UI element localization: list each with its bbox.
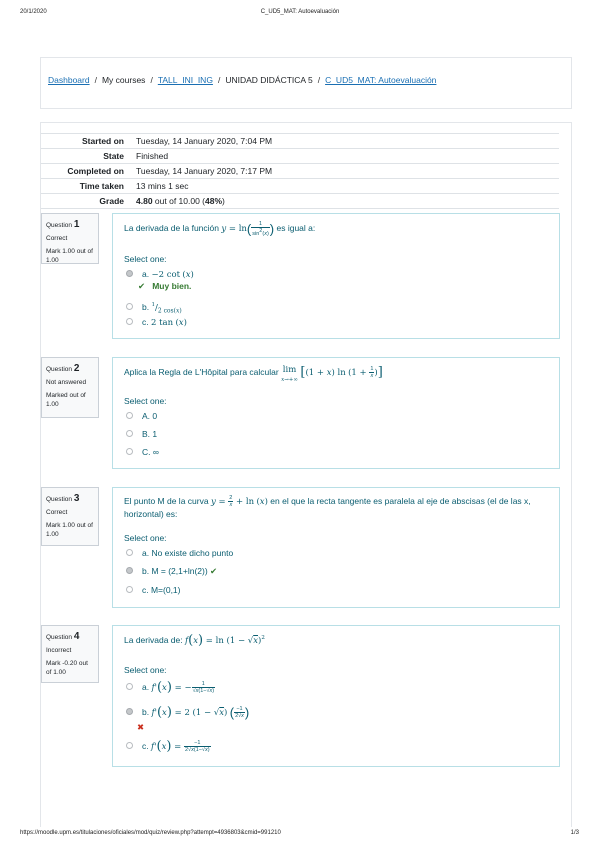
question-number-value: 4: [73, 631, 80, 642]
attempt-summary-table: [41, 133, 559, 209]
breadcrumb-section: UNIDAD DIDÁCTICA 5: [225, 75, 313, 85]
select-one-prompt: Select one:: [124, 665, 167, 675]
breadcrumb-separator: /: [94, 75, 97, 85]
question-number-value: 2: [73, 363, 80, 374]
grade-out-of: out of 10.00 (: [152, 196, 205, 206]
option-letter: b.: [142, 707, 150, 717]
radio-button[interactable]: [126, 586, 133, 593]
question-grade: Mark -0.20 out of 1.00: [46, 659, 88, 677]
summary-row-started: [41, 134, 559, 149]
breadcrumb: [48, 75, 436, 85]
radio-button[interactable]: [126, 448, 133, 455]
summary-label: Completed on: [41, 164, 130, 179]
question-state: Incorrect: [46, 646, 72, 654]
math-formula: lim x→+∞: [281, 365, 298, 383]
question-1-content: [112, 213, 560, 339]
answer-option-a[interactable]: a. f'(x) = − $\frac{1}{√x(1-√x)}$: [126, 681, 215, 693]
question-text: Aplica la Regla de L'Hôpital para calcular lim x→+∞ [(1 + x) ln (1 + $\frac{1}{x}$ )]: [124, 365, 383, 383]
answer-option-c[interactable]: [126, 584, 181, 596]
breadcrumb-separator: /: [150, 75, 153, 85]
question-3-content: [112, 487, 560, 608]
question-1-info: [41, 213, 99, 264]
question-number: [46, 630, 94, 645]
breadcrumb-my-courses: My courses: [101, 75, 146, 85]
print-url: https://moodle.upm.es/titulaciones/oficiales/mod/quiz/review.php?attempt=4936803&cmid=991210: [20, 830, 281, 836]
math-formula: y: [221, 224, 227, 235]
question-state: Correct: [46, 508, 68, 516]
question-text-pre: La derivada de la función: [124, 223, 219, 234]
grade-value: 4.80: [136, 196, 153, 206]
question-text-pre: El punto M de la curva: [124, 495, 209, 506]
answer-option-c[interactable]: c. 2 tan (x): [126, 316, 187, 328]
breadcrumb-quiz[interactable]: C_UD5_MAT: Autoevaluación: [325, 75, 437, 85]
option-text: C. ∞: [142, 447, 159, 457]
correct-feedback: [138, 281, 191, 292]
question-number: [46, 492, 94, 507]
answer-option-c[interactable]: [126, 446, 159, 458]
radio-button-selected[interactable]: [126, 567, 133, 574]
select-one-prompt: Select one:: [124, 533, 167, 543]
radio-button-selected[interactable]: [126, 708, 133, 715]
summary-label: Started on: [41, 134, 130, 149]
answer-option-c[interactable]: c. f'(x) = $\frac{-1}{2√x(1-√x)}$: [126, 740, 211, 752]
breadcrumb-separator: /: [317, 75, 321, 85]
question-text-pre: Aplica la Regla de L'Hôpital para calcular: [124, 366, 279, 377]
radio-button[interactable]: [126, 430, 133, 437]
breadcrumb-dashboard[interactable]: Dashboard: [48, 75, 90, 85]
answer-option-b[interactable]: [126, 428, 157, 440]
answer-option-a[interactable]: [126, 410, 157, 422]
print-title: C_UD5_MAT: Autoevaluación: [260, 9, 340, 15]
option-text: A. 0: [142, 411, 158, 421]
question-label: Question: [46, 366, 73, 373]
option-text: B. 1: [142, 429, 158, 439]
option-letter: b.: [142, 301, 150, 312]
cross-icon: ✖: [137, 722, 145, 732]
answer-option-b[interactable]: b. f'(x) = 2 (1 − √x) ( $\frac{-1}{2√x}$ ): [126, 706, 249, 718]
question-state: Correct: [46, 234, 68, 242]
question-label: Question: [46, 496, 73, 503]
option-letter: c.: [142, 741, 149, 751]
check-icon: ✔: [210, 566, 218, 576]
question-text: La derivada de la función y = ln( $\frac{1}{\sin^2(x)}$ ) es igual a:: [124, 221, 316, 237]
summary-row-time-taken: [41, 179, 559, 194]
summary-row-completed: [41, 164, 559, 179]
question-grade: Mark 1.00 out of 1.00: [46, 247, 93, 265]
print-date: 20/1/2020: [20, 9, 47, 15]
math-formula: f: [184, 635, 189, 646]
question-4-content: [112, 625, 560, 767]
radio-button[interactable]: [126, 683, 133, 690]
answer-option-a[interactable]: [126, 547, 233, 559]
summary-label: Grade: [41, 194, 130, 209]
question-number-value: 3: [73, 493, 80, 504]
option-letter: a.: [142, 269, 150, 279]
summary-row-grade: [41, 194, 559, 209]
select-one-prompt: Select one:: [124, 396, 167, 406]
option-text: b. M = (2,1+ln(2)): [142, 566, 208, 576]
option-letter: a.: [142, 682, 150, 692]
question-2-content: [112, 357, 560, 469]
question-text-pre: La derivada de:: [124, 634, 183, 645]
incorrect-feedback: [137, 722, 144, 733]
print-page-number: 1/3: [570, 830, 579, 836]
question-label: Question: [46, 634, 73, 641]
summary-value: 13 mins 1 sec: [130, 179, 559, 194]
question-text-post: es igual a:: [276, 223, 316, 234]
question-text-line-2: horizontal) es:: [124, 509, 178, 519]
summary-label: State: [41, 149, 130, 164]
radio-button-selected[interactable]: [126, 270, 133, 277]
question-state: Not answered: [46, 378, 87, 386]
question-label: Question: [46, 222, 73, 229]
answer-option-b[interactable]: b. $^1/_{2 cos(x)}$: [126, 299, 182, 311]
summary-value: Tuesday, 14 January 2020, 7:17 PM: [130, 164, 559, 179]
radio-button[interactable]: [126, 742, 133, 749]
summary-row-state: [41, 149, 559, 164]
answer-option-b[interactable]: [126, 565, 217, 577]
summary-value: Finished: [130, 149, 559, 164]
question-text-post: en el que la recta tangente es paralela al eje de abscisas (el de las x,: [270, 495, 531, 506]
option-text: a. No existe dicho punto: [142, 548, 234, 558]
summary-value: [130, 194, 559, 209]
question-number: [46, 362, 94, 377]
breadcrumb-separator: /: [217, 75, 221, 85]
question-grade: Mark 1.00 out of 1.00: [46, 521, 93, 539]
breadcrumb-course[interactable]: TALL_INI_ING: [157, 75, 213, 85]
grade-percent: 48%: [205, 196, 223, 206]
radio-button[interactable]: [126, 549, 133, 556]
question-3-info: [41, 487, 99, 546]
question-2-info: [41, 357, 99, 418]
question-number-value: 1: [73, 219, 80, 230]
feedback-text: Muy bien.: [152, 281, 192, 291]
question-4-info: [41, 625, 99, 683]
option-text: c. M=(0,1): [142, 585, 181, 595]
radio-button[interactable]: [126, 303, 133, 310]
math-formula: y: [210, 496, 216, 507]
select-one-prompt: Select one:: [124, 254, 167, 264]
check-icon: ✔: [138, 281, 146, 291]
answer-option-a[interactable]: a. −2 cot (x): [126, 268, 194, 280]
radio-button[interactable]: [126, 412, 133, 419]
summary-label: Time taken: [41, 179, 130, 194]
option-letter: c.: [142, 317, 149, 327]
question-text: El punto M de la curva y = $\frac{2}{x}$ + ln (x) en el que la recta tangente es paralela al eje de abscisas (el de las x,: [124, 495, 531, 508]
radio-button[interactable]: [126, 318, 133, 325]
question-number: [46, 218, 94, 233]
grade-close: ): [222, 196, 225, 206]
question-text: La derivada de: $f(x) = \ln (1 - √x)^2$: [124, 633, 265, 648]
summary-value: Tuesday, 14 January 2020, 7:04 PM: [130, 134, 559, 149]
question-grade: Marked out of 1.00: [46, 391, 86, 409]
